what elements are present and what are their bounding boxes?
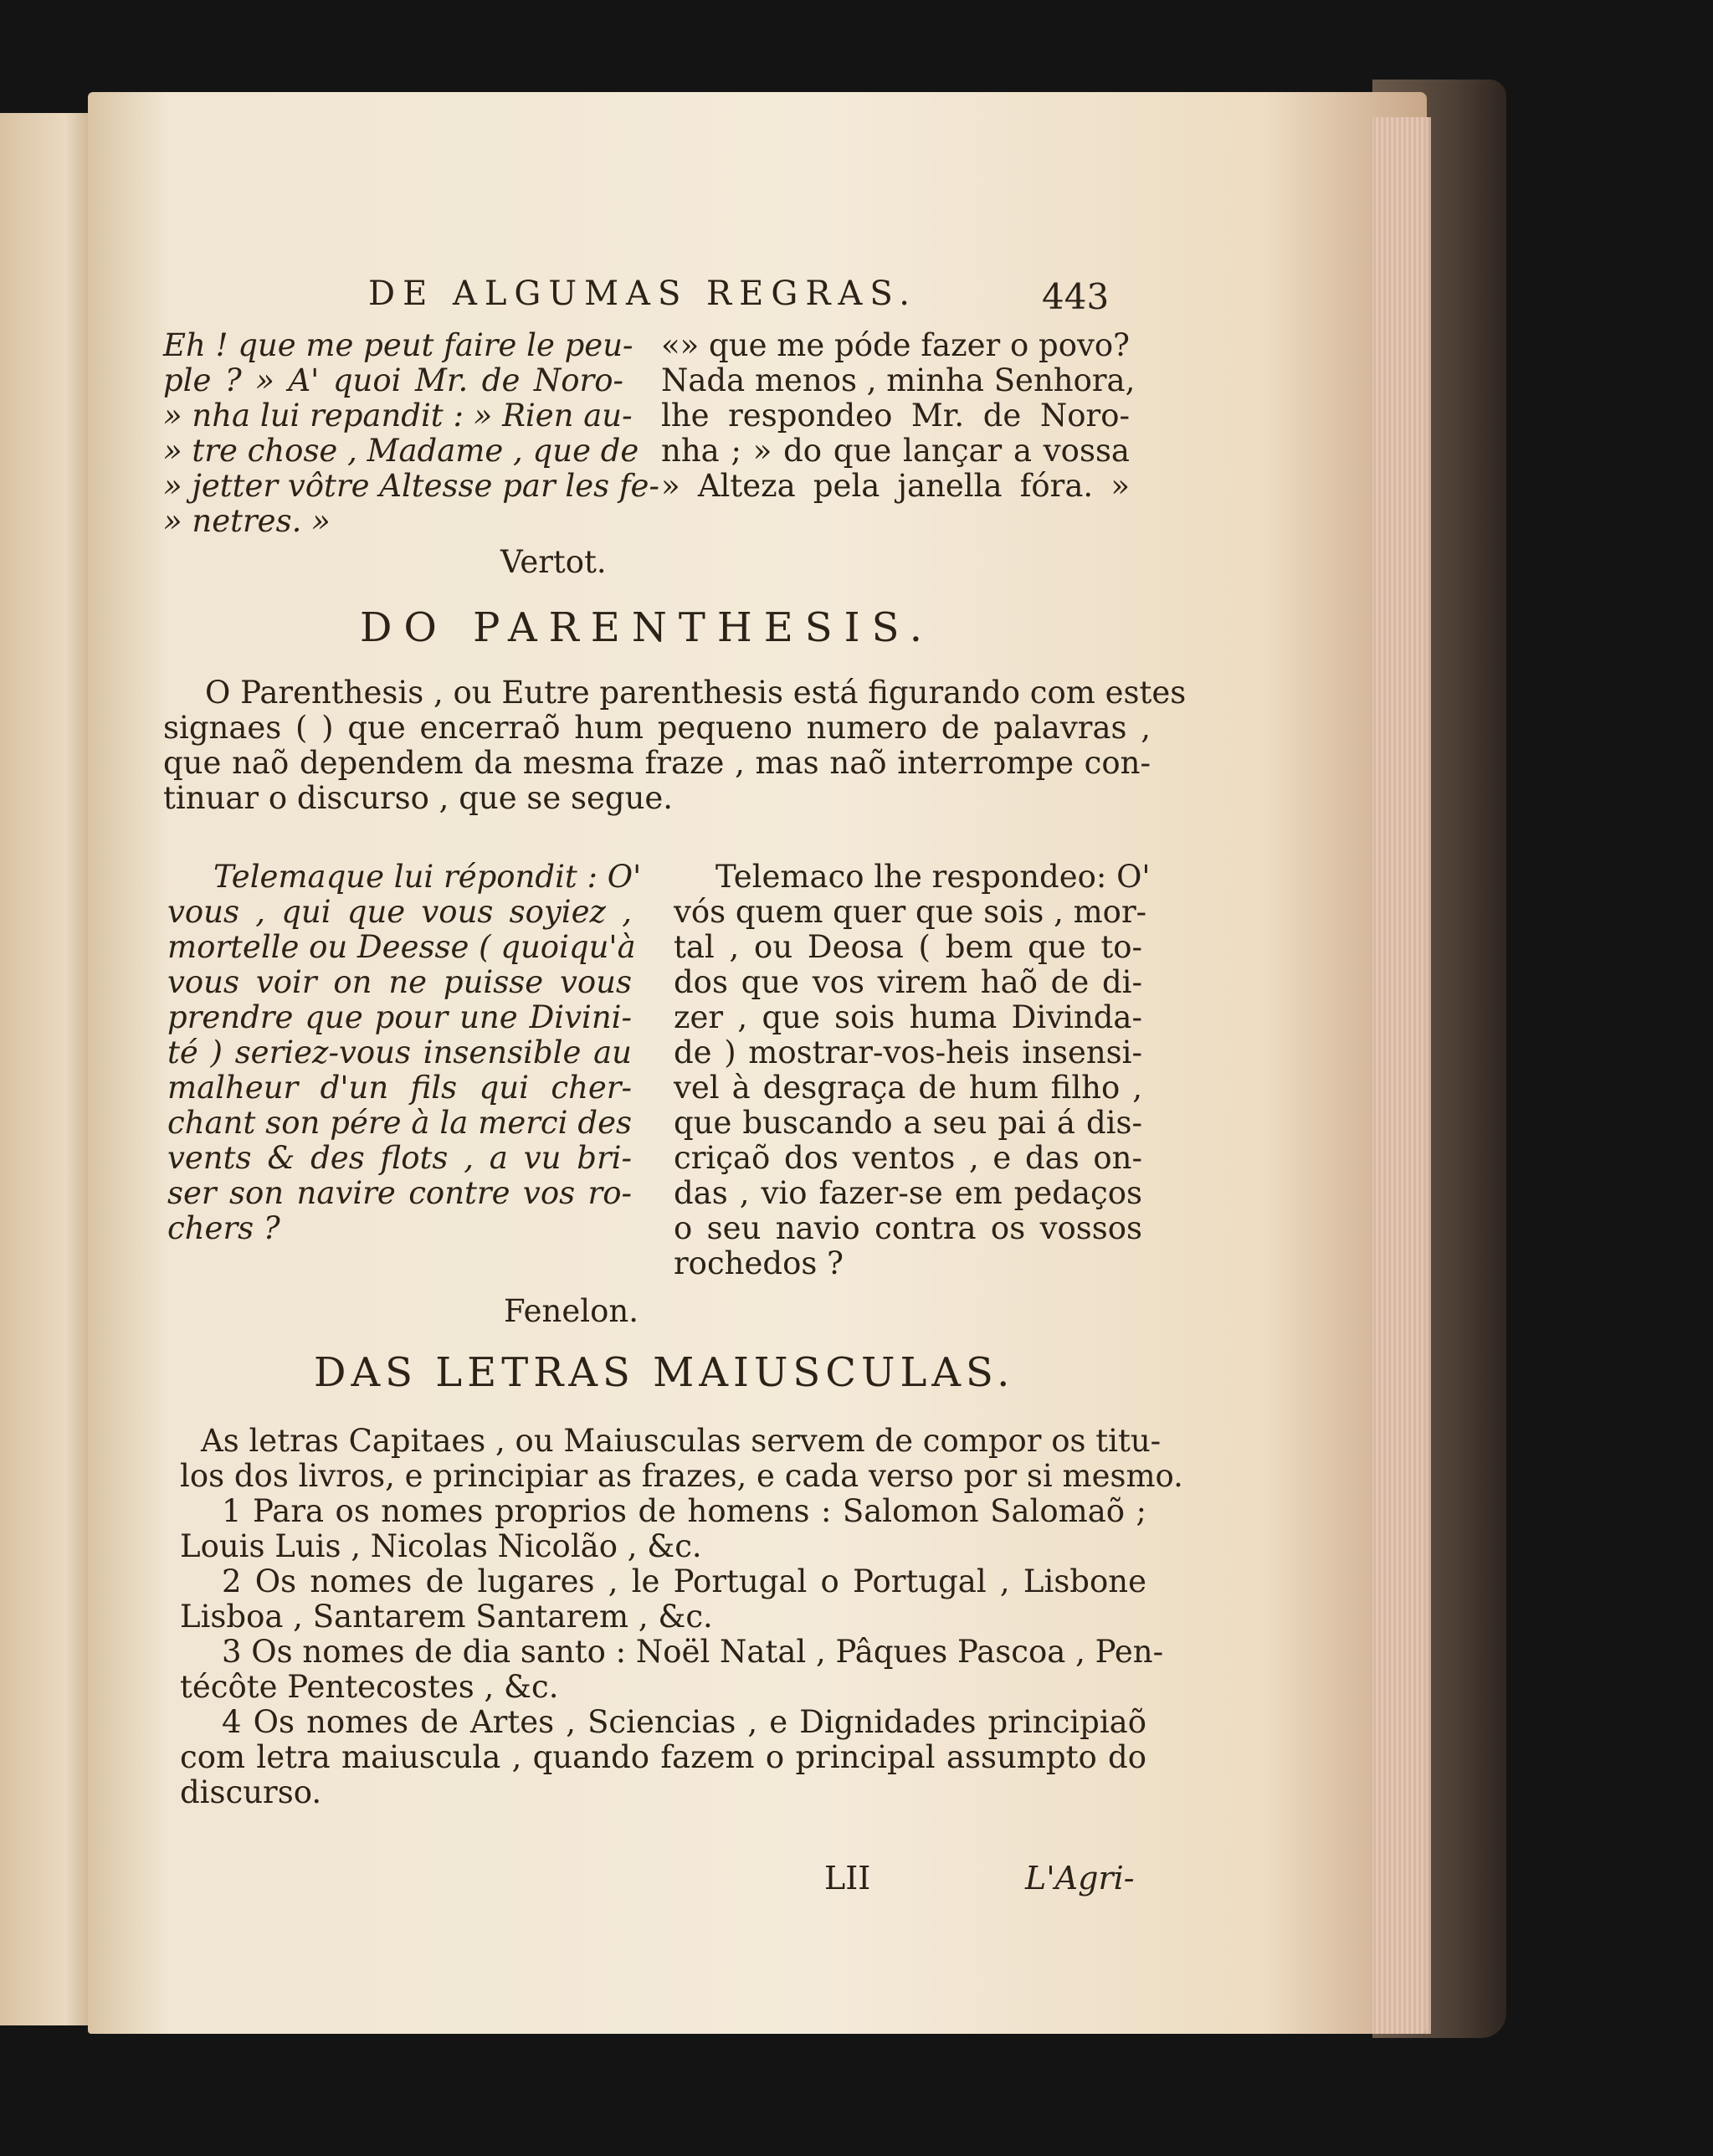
capitals-line: com letra maiuscula , quando fazem o principal assumpto do bbox=[180, 1739, 1146, 1775]
quote2-attribution: Fenelon. bbox=[504, 1293, 639, 1329]
quote2-french-line: Telemaque lui répondit : O' bbox=[213, 859, 642, 895]
section-title-capitals: DAS LETRAS MAIUSCULAS. bbox=[314, 1349, 1015, 1396]
quote2-portuguese-line: criçaõ dos ventos , e das on- bbox=[674, 1140, 1142, 1176]
quote2-portuguese-line: das , vio fazer-se em pedaços bbox=[674, 1175, 1142, 1211]
running-title: DE ALGUMAS REGRAS. bbox=[368, 275, 918, 313]
quote1-french-line: ple ? » A' quoi Mr. de Noro- bbox=[163, 362, 623, 398]
quote2-portuguese-line: vel à desgraça de hum filho , bbox=[674, 1070, 1142, 1106]
signature-mark: LII bbox=[824, 1860, 871, 1897]
quote2-french-line: chers ? bbox=[167, 1210, 280, 1246]
quote2-french-line: mortelle ou Deesse ( quoiqu'à bbox=[167, 929, 636, 965]
quote1-portuguese-line: » Alteza pela janella fóra. » bbox=[661, 468, 1130, 504]
parenthesis-line: tinuar o discurso , que se segue. bbox=[163, 780, 674, 816]
quote2-portuguese-line: tal , ou Deosa ( bem que to- bbox=[674, 929, 1142, 965]
quote2-french-line: malheur d'un fils qui cher- bbox=[167, 1070, 632, 1106]
capitals-line: discurso. bbox=[180, 1774, 322, 1810]
quote2-french-line: vents & des flots , a vu bri- bbox=[167, 1140, 632, 1176]
quote2-french-line: vous , qui que vous soyiez , bbox=[167, 894, 632, 930]
catchword: L'Agri- bbox=[1025, 1860, 1135, 1897]
quote2-french-line: té ) seriez-vous insensible au bbox=[167, 1034, 632, 1070]
quote2-french-line: ser son navire contre vos ro- bbox=[167, 1175, 632, 1211]
page-number: 443 bbox=[1042, 276, 1110, 317]
section-title-parenthesis: DO PARENTHESIS. bbox=[360, 604, 935, 651]
capitals-line: As letras Capitaes , ou Maiusculas servem de compor os titu- bbox=[201, 1423, 1162, 1459]
quote2-portuguese-line: rochedos ? bbox=[674, 1245, 844, 1281]
quote1-portuguese-line: nha ; » do que lançar a vossa bbox=[661, 433, 1130, 469]
capitals-line: Lisboa , Santarem Santarem , &c. bbox=[180, 1599, 713, 1635]
parenthesis-line: O Parenthesis , ou Eutre parenthesis está figurando com estes bbox=[205, 675, 1187, 711]
quote2-portuguese-line: vós quem quer que sois , mor- bbox=[674, 894, 1147, 930]
quote2-portuguese-line: dos que vos virem haõ de di- bbox=[674, 964, 1142, 1000]
quote2-french-line: prendre que pour une Divini- bbox=[167, 999, 632, 1035]
capitals-line: los dos livros, e principiar as frazes, e cada verso por si mesmo. bbox=[180, 1458, 1183, 1494]
quote1-french-line: Eh ! que me peut faire le peu- bbox=[163, 327, 633, 363]
quote2-portuguese-line: que buscando a seu pai á dis- bbox=[674, 1105, 1142, 1141]
quote2-french-line: vous voir on ne puisse vous bbox=[167, 964, 632, 1000]
parenthesis-line: signaes ( ) que encerraõ hum pequeno numero de palavras , bbox=[163, 710, 1151, 746]
capitals-line: 2 Os nomes de lugares , le Portugal o Portugal , Lisbone bbox=[222, 1563, 1146, 1599]
capitals-line: 3 Os nomes de dia santo : Noël Natal , Pâques Pascoa , Pen- bbox=[222, 1634, 1164, 1670]
capitals-line: técôte Pentecostes , &c. bbox=[180, 1669, 559, 1705]
quote1-portuguese-line: lhe respondeo Mr. de Noro- bbox=[661, 398, 1130, 434]
quote2-french-line: chant son pére à la merci des bbox=[167, 1105, 632, 1141]
quote2-portuguese-line: o seu navio contra os vossos bbox=[674, 1210, 1142, 1246]
parenthesis-line: que naõ dependem da mesma fraze , mas naõ interrompe con- bbox=[163, 745, 1151, 781]
quote2-portuguese-line: zer , que sois huma Divinda- bbox=[674, 999, 1142, 1035]
quote1-french-line: » netres. » bbox=[163, 503, 331, 539]
quote2-portuguese-line: de ) mostrar-vos-heis insensi- bbox=[674, 1034, 1142, 1070]
quote1-french-line: » jetter vôtre Altesse par les fe- bbox=[163, 468, 659, 504]
quote1-attribution: Vertot. bbox=[500, 544, 607, 580]
capitals-line: 4 Os nomes de Artes , Sciencias , e Dignidades principiaõ bbox=[222, 1704, 1146, 1740]
quote1-french-line: » tre chose , Madame , que de bbox=[163, 433, 639, 469]
quote1-portuguese-line: Nada menos , minha Senhora, bbox=[661, 362, 1136, 398]
quote1-portuguese-line: «» que me póde fazer o povo? bbox=[661, 327, 1130, 363]
quote1-french-line: » nha lui repandit : » Rien au- bbox=[163, 398, 633, 434]
capitals-line: 1 Para os nomes proprios de homens : Salomon Salomaõ ; bbox=[222, 1493, 1146, 1529]
quote2-portuguese-line: Telemaco lhe respondeo: O' bbox=[715, 859, 1151, 895]
capitals-line: Louis Luis , Nicolas Nicolão , &c. bbox=[180, 1528, 702, 1564]
page-block-edge bbox=[1372, 117, 1431, 2034]
